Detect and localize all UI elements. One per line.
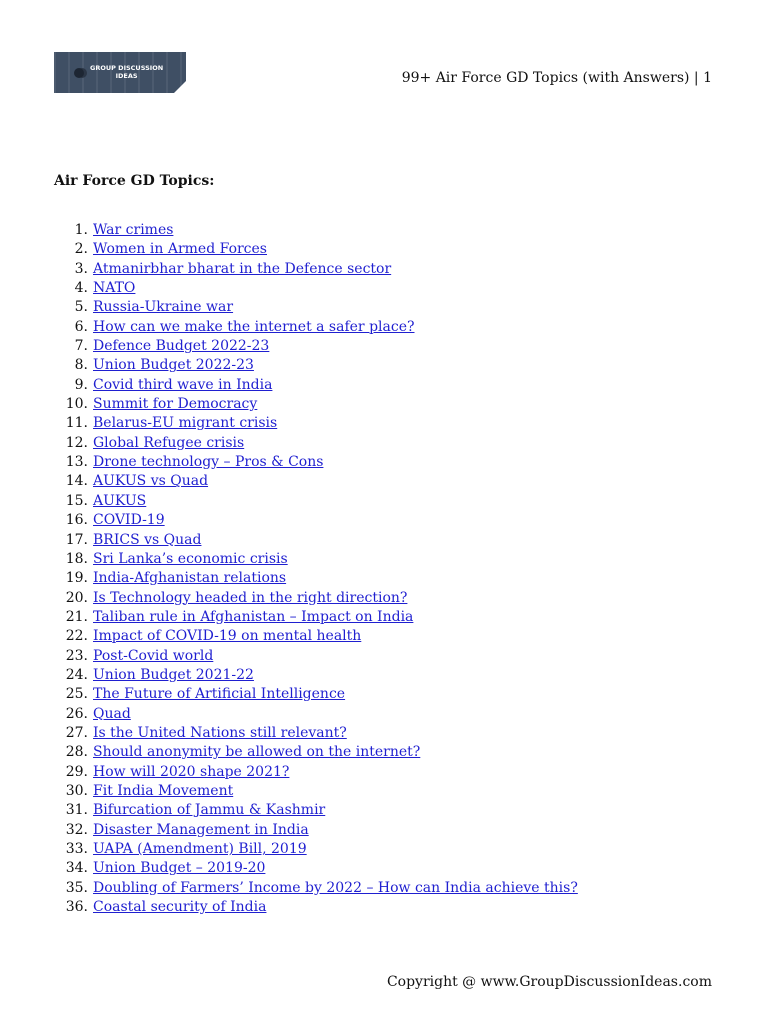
topic-link[interactable]: UAPA (Amendment) Bill, 2019: [93, 841, 307, 857]
list-item-number: 16.: [65, 512, 88, 529]
topic-link[interactable]: Post-Covid world: [93, 647, 214, 664]
list-item-number: 29.: [65, 763, 88, 780]
list-item-number: 30.: [65, 782, 88, 799]
list-item-number: 5.: [74, 299, 88, 316]
list-item-number: 4.: [74, 280, 88, 297]
list-item-number: 24.: [65, 666, 88, 683]
list-item-number: 31.: [65, 802, 88, 819]
topic-link[interactable]: Should anonymity be allowed on the internet?: [93, 744, 421, 761]
list-item-number: 10.: [65, 396, 88, 413]
list-item-number: 21.: [65, 608, 88, 625]
list-item: [54, 550, 578, 569]
list-item: [54, 260, 578, 279]
topic-link[interactable]: NATO: [93, 280, 136, 297]
list-item-number: 19.: [65, 570, 88, 587]
list-item: [54, 589, 578, 608]
list-item-number: 2.: [74, 241, 88, 258]
list-item-number: 9.: [74, 376, 88, 393]
list-item-number: 17.: [65, 531, 88, 548]
list-item: [54, 705, 578, 724]
list-item: [54, 395, 578, 414]
list-item-number: 36.: [65, 899, 88, 916]
list-item: [54, 782, 578, 801]
list-item: [54, 472, 578, 491]
topic-link[interactable]: Bifurcation of Jammu & Kashmir: [93, 802, 326, 819]
list-item: [54, 608, 578, 627]
topic-link[interactable]: Belarus-EU migrant crisis: [93, 415, 278, 432]
logo-corner-fold: [174, 81, 186, 93]
list-item-number: 28.: [65, 744, 88, 761]
list-item: [54, 492, 578, 511]
list-item-number: 23.: [65, 647, 88, 664]
list-item-number: 20.: [65, 589, 88, 606]
list-item-number: 8.: [74, 357, 88, 374]
list-item: [54, 763, 578, 782]
list-item-number: 33.: [65, 841, 88, 857]
list-item-number: 1.: [74, 222, 88, 238]
topic-link[interactable]: Fit India Movement: [93, 782, 234, 799]
list-item: [54, 240, 578, 259]
list-item: [54, 569, 578, 588]
section-heading: Air Force GD Topics:: [54, 173, 215, 189]
topic-link[interactable]: Women in Armed Forces: [93, 241, 267, 258]
list-item-number: 35.: [65, 879, 88, 896]
list-item: [54, 821, 578, 840]
list-item: [54, 298, 578, 317]
topic-link[interactable]: Defence Budget 2022-23: [93, 338, 270, 355]
list-item: [54, 511, 578, 530]
topic-link[interactable]: How will 2020 shape 2021?: [93, 763, 290, 780]
topic-link[interactable]: Atmanirbhar bharat in the Defence sector: [93, 260, 392, 277]
list-item-number: 15.: [65, 492, 88, 509]
list-item-number: 27.: [65, 724, 88, 741]
list-item: [54, 279, 578, 298]
list-item: [54, 318, 578, 337]
list-item: [54, 898, 578, 917]
logo-text: GROUP DISCUSSION IDEAS: [90, 64, 164, 80]
topic-link[interactable]: How can we make the internet a safer place?: [93, 318, 415, 335]
list-item-number: 26.: [65, 705, 88, 722]
list-item-number: 25.: [65, 686, 88, 703]
topic-link[interactable]: Sri Lanka’s economic crisis: [93, 550, 288, 567]
topic-link[interactable]: Doubling of Farmers’ Income by 2022 – How can India achieve this?: [93, 879, 578, 896]
topic-link[interactable]: Drone technology – Pros & Cons: [93, 454, 324, 471]
topic-link[interactable]: Taliban rule in Afghanistan – Impact on India: [93, 608, 414, 625]
list-item: [54, 414, 578, 433]
topic-link[interactable]: Coastal security of India: [93, 899, 267, 916]
list-item-number: 11.: [65, 415, 88, 432]
list-item: [54, 801, 578, 820]
list-item: [54, 376, 578, 395]
topic-link[interactable]: Global Refugee crisis: [93, 434, 245, 451]
list-item: [54, 356, 578, 375]
list-item: [54, 743, 578, 762]
list-item: [54, 221, 578, 240]
topic-link[interactable]: Union Budget 2022-23: [93, 357, 254, 374]
list-item-number: 6.: [74, 318, 88, 335]
topic-link[interactable]: BRICS vs Quad: [93, 531, 202, 548]
topic-link[interactable]: Impact of COVID-19 on mental health: [93, 628, 362, 645]
topic-link[interactable]: Quad: [93, 705, 131, 722]
topic-link[interactable]: Disaster Management in India: [93, 821, 309, 838]
page-header: 99+ Air Force GD Topics (with Answers) | 1: [401, 70, 712, 86]
list-item-number: 7.: [74, 338, 88, 355]
topic-link[interactable]: AUKUS: [93, 492, 147, 509]
list-item: [54, 627, 578, 646]
people-icon: [74, 68, 84, 78]
list-item-number: 18.: [65, 550, 88, 567]
list-item: [54, 879, 578, 898]
topic-link[interactable]: AUKUS vs Quad: [93, 473, 209, 490]
list-item-number: 22.: [65, 628, 88, 645]
list-item: [54, 724, 578, 743]
list-item: [54, 337, 578, 356]
list-item-number: 13.: [65, 454, 88, 471]
list-item: [54, 859, 578, 878]
topic-link[interactable]: Is Technology headed in the right direction?: [93, 589, 408, 606]
site-logo[interactable]: [54, 52, 186, 93]
list-item: [54, 840, 578, 859]
page-footer: Copyright @ www.GroupDiscussionIdeas.com: [386, 974, 712, 990]
topic-link[interactable]: COVID-19: [93, 512, 165, 529]
list-item: [54, 647, 578, 666]
topic-link[interactable]: Covid third wave in India: [93, 376, 273, 393]
topic-link[interactable]: India-Afghanistan relations: [93, 570, 287, 587]
topic-link[interactable]: Union Budget – 2019-20: [93, 860, 266, 877]
topic-link[interactable]: Russia-Ukraine war: [93, 299, 234, 316]
list-item: [54, 666, 578, 685]
list-item-number: 12.: [65, 434, 88, 451]
topic-link[interactable]: Summit for Democracy: [93, 396, 258, 413]
topic-list: [54, 221, 578, 917]
topic-link[interactable]: The Future of Artificial Intelligence: [93, 686, 346, 703]
list-item: [54, 453, 578, 472]
list-item: [54, 434, 578, 453]
topic-link[interactable]: Is the United Nations still relevant?: [93, 724, 347, 741]
list-item-number: 32.: [65, 821, 88, 838]
topic-link[interactable]: Union Budget 2021-22: [93, 666, 254, 683]
list-item-number: 14.: [65, 473, 88, 490]
list-item-number: 34.: [65, 860, 88, 877]
list-item: [54, 685, 578, 704]
list-item-number: 3.: [74, 260, 88, 277]
list-item: [54, 531, 578, 550]
topic-link[interactable]: War crimes: [93, 222, 174, 238]
